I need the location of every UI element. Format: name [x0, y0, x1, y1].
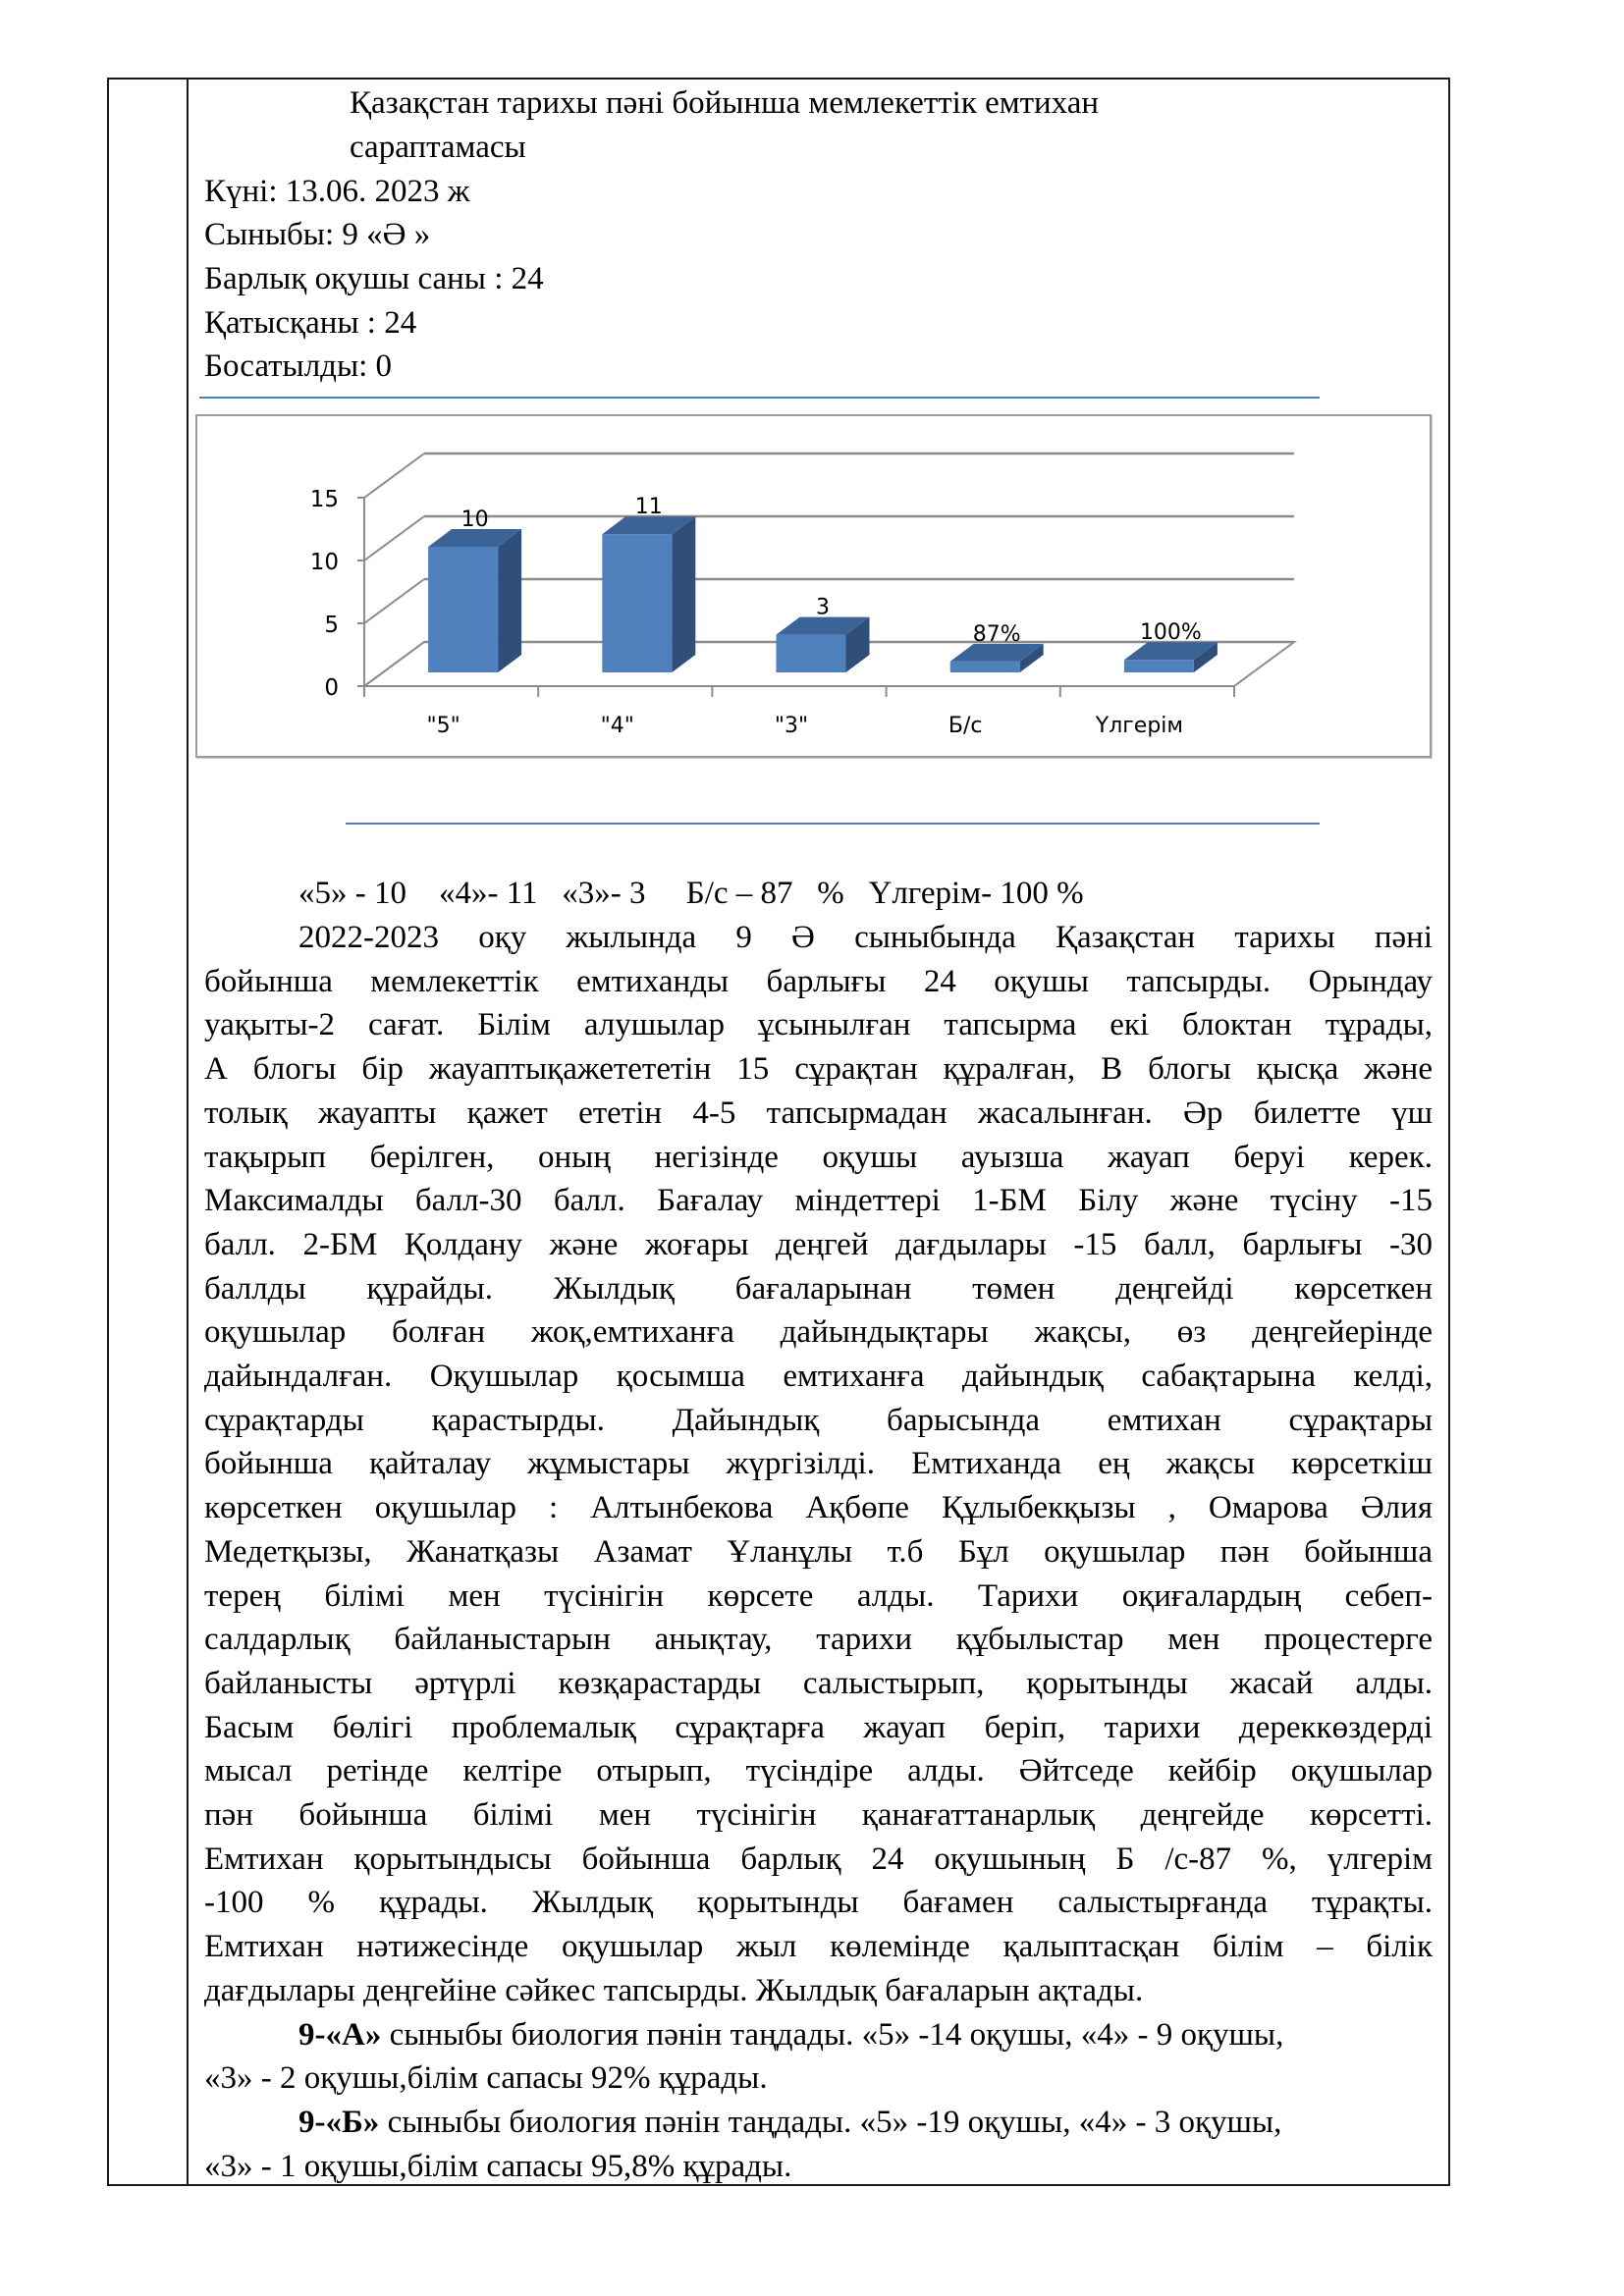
svg-text:0: 0	[324, 675, 339, 701]
class-b-text: сыныбы биология пәнін таңдады. «5» -19 оқушы, «4» - 3 оқушы,	[379, 2104, 1282, 2140]
paragraph-line: мысал ретінде келтіре отырып, түсіндіре алды. Әйтседе кейбір оқушылар	[204, 1753, 1433, 1789]
svg-text:10: 10	[309, 550, 339, 575]
svg-text:Үлгерім: Үлгерім	[1095, 714, 1184, 738]
chart-bars	[428, 516, 1218, 672]
paragraph-line: дайындалған. Оқушылар қосымша емтиханға дайындық сабақтарына келді,	[204, 1359, 1433, 1394]
paragraph-line: Басым бөлігі проблемалық сұрақтарға жауап беріп, тарихи дереккөздерді	[204, 1709, 1433, 1745]
participated-count: Қатысқаны : 24	[204, 305, 417, 341]
svg-text:11: 11	[634, 495, 663, 520]
paragraph-line: толық жауапты қажет ететін 4-5 тапсырмадан жасалынған. Әр билетте үш	[204, 1095, 1433, 1131]
paragraph-line: терең білімі мен түсінігін көрсете алды. Тарихи оқиғалардың себеп-	[204, 1577, 1433, 1614]
svg-text:"3": "3"	[774, 714, 809, 738]
chart-bottom-rule	[346, 823, 1320, 825]
paragraph-last-line: дағдылары деңгейіне сәйкес тапсырды. Жылдық бағаларын ақтады.	[204, 1972, 1144, 2008]
paragraph-line: көрсеткен оқушылар : Алтынбекова Ақбөпе Құлыбекқызы , Омарова Әлия	[204, 1490, 1433, 1526]
results-summary: «5» - 10 «4»- 11 «3»- 3 Б/с – 87 % Үлгерім- 100 %	[298, 876, 1084, 911]
total-students: Барлық оқушы саны : 24	[204, 261, 544, 296]
paragraph-line: баллды құрайды. Жылдық бағаларынан төмен деңгейді көрсеткен	[204, 1270, 1433, 1307]
paragraph-line: Максималды балл-30 балл. Бағалау міндеттері 1-БМ Білу және түсіну -15	[204, 1183, 1433, 1219]
class-a-text: сыныбы биология пәнін таңдады. «5» -14 оқушы, «4» - 9 оқушы,	[381, 2016, 1284, 2053]
paragraph-line: Медетқызы, Жанатқазы Азамат Ұланұлы т.б Бұл оқушылар пән бойынша	[204, 1533, 1433, 1570]
paragraph-line: бойынша мемлекеттік емтиханды барлығы 24 оқушы тапсырды. Орындау	[204, 963, 1433, 999]
results-chart	[195, 414, 1432, 758]
class-a-line-1	[298, 2015, 1283, 2055]
exempted-count: Босатылды: 0	[204, 348, 393, 384]
svg-text:3: 3	[816, 595, 830, 620]
paragraph-line: пән бойынша білімі мен түсінігін қанағаттанарлық деңгейде көрсетті.	[204, 1797, 1433, 1833]
class-b-line-2: «3» - 1 оқушы,білім сапасы 95,8% құрады.	[204, 2148, 792, 2184]
svg-text:15: 15	[309, 487, 339, 512]
svg-text:10: 10	[460, 507, 489, 532]
paragraph-line: бойынша қайталау жұмыстары жүргізілді. Емтиханда ең жақсы көрсеткіш	[204, 1446, 1433, 1482]
document-title-line-1: Қазақстан тарихы пәні бойынша мемлекеттік емтихан	[350, 85, 1100, 121]
paragraph-line: А блогы бір жауаптықажетететін 15 сұрақтан құралған, В блогы қысқа және	[204, 1051, 1433, 1088]
paragraph-line: тақырып берілген, оның негізінде оқушы ауызша жауап беруі керек.	[204, 1139, 1433, 1175]
class-a-label: 9-«А»	[298, 2016, 382, 2053]
paragraph-line: уақыты-2 сағат. Білім алушылар ұсынылған тапсырма екі блоктан тұрады,	[204, 1007, 1433, 1043]
svg-text:"4": "4"	[600, 714, 634, 738]
svg-text:100%: 100%	[1139, 620, 1202, 646]
paragraph-line: 2022-2023 оқу жылында 9 Ә сыныбында Қазақстан тарихы пәні	[298, 920, 1433, 955]
class-b-line-1	[298, 2103, 1281, 2142]
paragraph-line: Емтихан нәтижесінде оқушылар жыл көлемінде қалыптасқан білім – білік	[204, 1929, 1433, 1965]
paragraph-line: сұрақтарды қарастырды. Дайындық барысында емтихан сұрақтары	[204, 1402, 1433, 1438]
svg-text:"5": "5"	[426, 714, 460, 738]
class-name: Сыныбы: 9 «Ә »	[204, 217, 431, 252]
class-a-line-2: «3» - 2 оқушы,білім сапасы 92% құрады.	[204, 2060, 768, 2097]
chart-top-rule	[199, 397, 1320, 399]
paragraph-line: салдарлық байланыстарын анықтау, тарихи құбылыстар мен процестерге	[204, 1622, 1433, 1658]
paragraph-line: -100 % құрады. Жылдық қорытынды бағамен салыстырғанда тұрақты.	[204, 1885, 1433, 1921]
class-b-label: 9-«Б»	[298, 2104, 380, 2140]
exam-date: Күні: 13.06. 2023 ж	[204, 174, 470, 209]
table-column-divider	[187, 78, 189, 2186]
paragraph-line: балл. 2-БМ Қолдану және жоғары деңгей дағдылары -15 балл, барлығы -30	[204, 1226, 1433, 1262]
paragraph-line: оқушылар болған жоқ,емтиханға дайындықтары жақсы, өз деңгейерінде	[204, 1314, 1433, 1351]
svg-text:87%: 87%	[972, 621, 1021, 647]
svg-text:5: 5	[324, 613, 339, 638]
paragraph-line: Емтихан қорытындысы бойынша барлық 24 оқушының Б /с-87 %, үлгерім	[204, 1841, 1433, 1877]
paragraph-line: байланысты әртүрлі көзқарастарды салыстырып, қорытынды жасай алды.	[204, 1665, 1433, 1701]
svg-text:Б/с: Б/с	[947, 714, 983, 738]
chart-canvas	[197, 416, 1434, 760]
document-title-line-2: сараптамасы	[350, 130, 526, 165]
